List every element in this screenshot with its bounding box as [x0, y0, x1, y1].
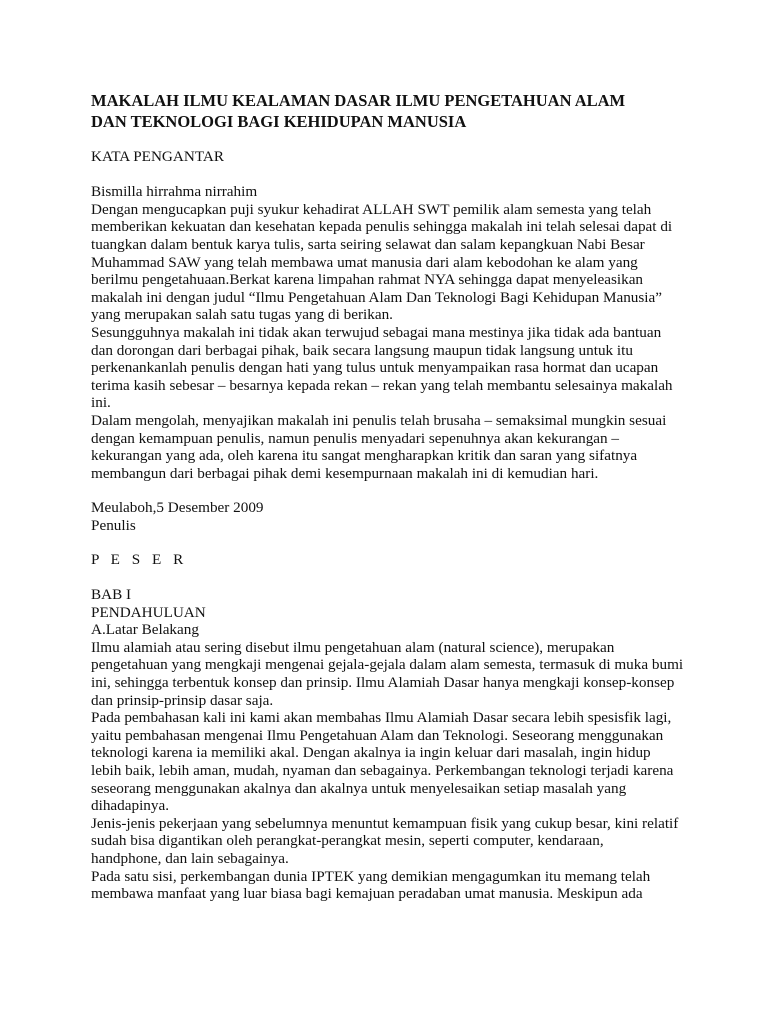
paragraph-line: membangun dari berbagai pihak demi kesempurnaan makalah ini di kemudian hari. — [91, 464, 599, 482]
document-page — [91, 90, 691, 903]
paragraph-line: Dalam mengolah, menyajikan makalah ini penulis telah brusaha – semaksimal mungkin sesuai — [91, 411, 667, 429]
paragraph-line: Pada satu sisi, perkembangan dunia IPTEK yang demikian mengagumkan itu memang telah — [91, 867, 651, 885]
paragraph-line: dan dorongan dari berbagai pihak, baik secara langsung maupun tidak langsung untuk itu — [91, 341, 633, 359]
paragraph-line: berilmu pengetahuaan.Berkat karena limpahan rahmat NYA sehingga dapat menyeleasikan — [91, 271, 644, 289]
kata-pengantar-body — [91, 183, 691, 482]
paragraph-line: handphone, dan lain sebagainya. — [91, 849, 289, 867]
paragraph-line: lebih baik, lebih aman, mudah, nyaman dan sebagainya. Perkembangan teknologi terjadi karena — [91, 762, 674, 779]
paragraph-line: Dengan mengucapkan puji syukur kehadirat ALLAH SWT pemilik alam semesta yang telah — [91, 200, 652, 218]
paragraph-line: PENDAHULUAN — [91, 603, 206, 621]
peser-heading-block — [91, 551, 691, 569]
title-line-1: MAKALAH ILMU KEALAMAN DASAR ILMU PENGETAHUAN ALAM — [91, 91, 626, 110]
paragraph-line: Sesungguhnya makalah ini tidak akan terwujud sebagai mana mestinya jika tidak ada bantuan — [91, 323, 662, 341]
paragraph-line: terima kasih sebesar – besarnya kepada rekan – rekan yang telah membantu selesainya makalah — [91, 376, 673, 394]
kata-pengantar-section — [91, 148, 691, 482]
paragraph-line: memberikan kekuatan dan kesehatan kepada penulis sehingga makalah ini telah selesai dapat di — [91, 218, 673, 236]
paragraph-line: dihadapinya. — [91, 797, 170, 815]
paragraph-line: yaitu pembahasan mengenai Ilmu Pengetahuan Alam dan Teknologi. Seseorang menggunakan — [91, 726, 664, 744]
paragraph-line: pengetahuan yang mengkaji mengenai gejala-gejala dalam alam semesta, termasuk di muka bumi — [91, 656, 684, 674]
paragraph-line: dan prinsip-prinsip dasar saja. — [91, 691, 274, 709]
paragraph-line: BAB I — [91, 586, 132, 604]
paragraph-line: kekurangan yang ada, oleh karena itu sangat mengharapkan kritik dan saran yang sifatnya — [91, 447, 638, 465]
section-heading: KATA PENGANTAR — [91, 148, 224, 165]
paragraph-line: seseorang menggunakan akalnya dan akalnya untuk menyelesaikan setiap masalah yang — [91, 779, 627, 797]
paragraph-line: yang merupakan salah satu tugas yang di berikan. — [91, 306, 393, 324]
paragraph-line: Bismilla hirrahma nirrahim — [91, 183, 258, 201]
paragraph-line: perkenankanlah penulis dengan hati yang tulus untuk menyampaikan rasa hormat dan ucapan — [91, 359, 659, 377]
paragraph-line: A.Latar Belakang — [91, 621, 199, 639]
signature-block — [91, 499, 691, 534]
paragraph-line: tuangkan dalam bentuk karya tulis, sarta seiring selawat dan salam kepangkuan Nabi Besar — [91, 235, 645, 253]
paragraph-line: Muhammad SAW yang telah membawa umat manusia dari alam kebodohan ke alam yang — [91, 253, 638, 271]
paragraph-line: ini. — [91, 394, 111, 412]
signature-author: Penulis — [91, 516, 136, 534]
place-date: Meulaboh,5 Desember 2009 — [91, 499, 264, 517]
paragraph-line: Ilmu alamiah atau sering disebut ilmu pengetahuan alam (natural science), merupakan — [91, 638, 615, 656]
bab1-body — [91, 586, 691, 903]
document-title — [91, 90, 691, 132]
paragraph-line: membawa manfaat yang luar biasa bagi kemajuan peradaban umat manusia. Meskipun ada — [91, 885, 643, 903]
paragraph-line: Jenis-jenis pekerjaan yang sebelumnya menuntut kemampuan fisik yang cukup besar, kini relatif — [91, 814, 679, 832]
paragraph-line: teknologi karena ia memiliki akal. Dengan akalnya ia ingin keluar dari masalah, ingin hidup — [91, 744, 651, 762]
paragraph-line: ini, sehingga terbentuk konsep dan prinsip. Ilmu Alamiah Dasar hanya mengkaji konsep-konsep — [91, 674, 675, 692]
title-line-2: DAN TEKNOLOGI BAGI KEHIDUPAN MANUSIA — [91, 112, 467, 131]
paragraph-line: Pada pembahasan kali ini kami akan membahas Ilmu Alamiah Dasar secara lebih spesisfik lagi, — [91, 709, 672, 727]
paragraph-line: sudah bisa digantikan oleh perangkat-perangkat mesin, seperti computer, kendaraan, — [91, 832, 604, 850]
paragraph-line: dengan kemampuan penulis, namun penulis menyadari sepenuhnya akan kekurangan – — [91, 429, 620, 447]
peser-heading: P E S E R — [91, 551, 188, 569]
bab1-section — [91, 586, 691, 903]
paragraph-line: makalah ini dengan judul “Ilmu Pengetahuan Alam Dan Teknologi Bagi Kehidupan Manusia” — [91, 288, 663, 306]
